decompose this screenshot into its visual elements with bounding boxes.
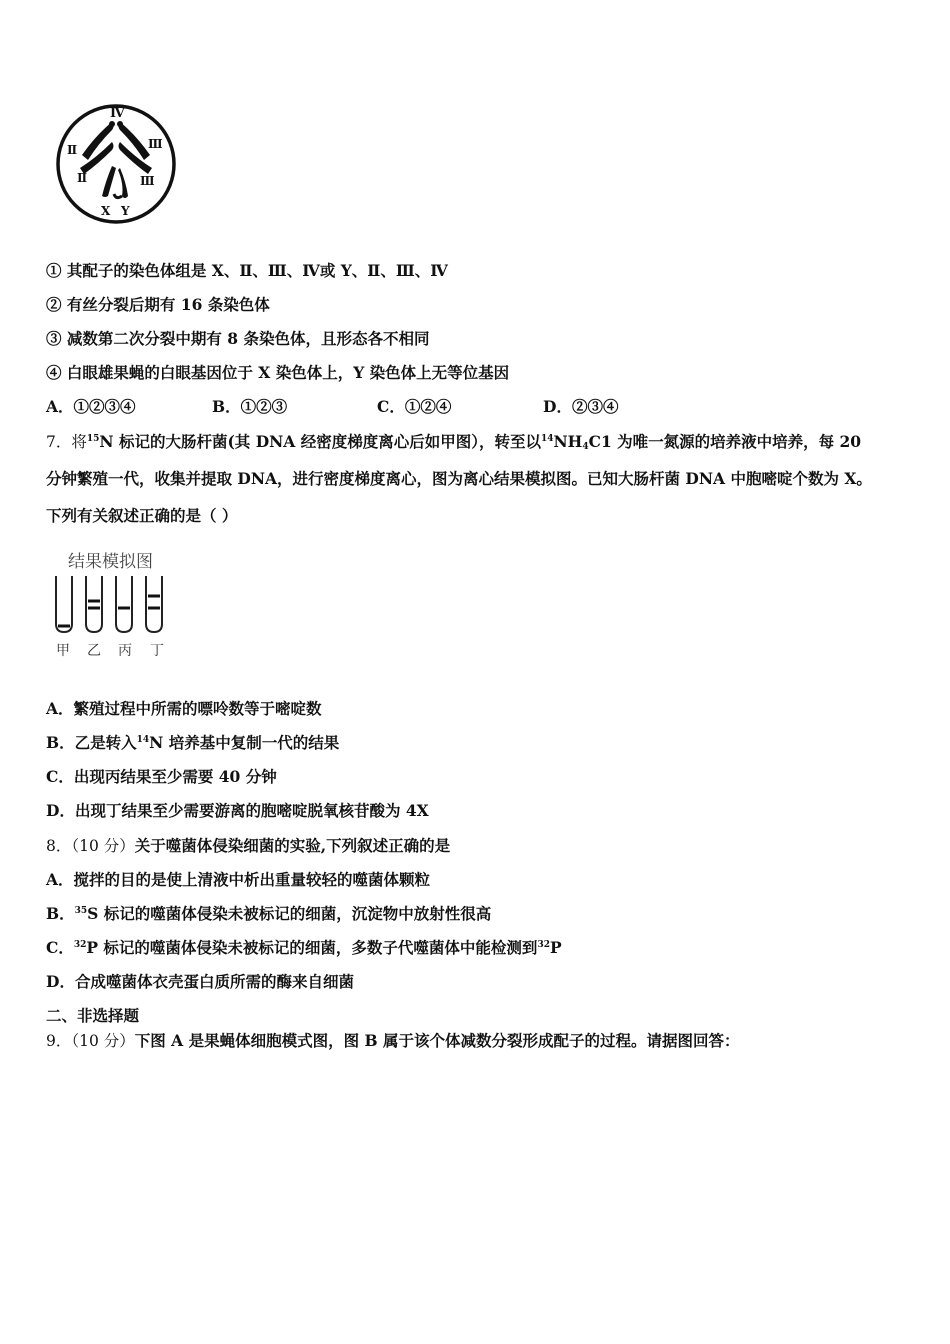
q6-option-d[interactable]: D．②③④	[543, 397, 619, 416]
chromosome-iv-left	[109, 121, 115, 127]
q7-seg2: C1 为唯一氮源的培养液中培养，每 20	[588, 432, 862, 451]
section-heading: 二、非选择题	[46, 1006, 140, 1025]
tube-label-ding: 丁	[150, 643, 164, 659]
q7-number: 7．将	[46, 433, 87, 451]
q7-nh: NH	[553, 432, 583, 451]
label-x: X	[101, 204, 111, 218]
q8-optb-pre: B．	[46, 904, 75, 923]
label-ii-top: Ⅱ	[67, 143, 78, 157]
q6-option-a[interactable]: A．①②③④	[46, 397, 136, 416]
q7-option-a[interactable]: A．繁殖过程中所需的嘌呤数等于嘧啶数	[46, 699, 322, 718]
tube-jia	[56, 576, 72, 632]
q6-statement-1: ① 其配子的染色体组是 X、Ⅱ、Ⅲ、Ⅳ或 Y、Ⅱ、Ⅲ、Ⅳ	[46, 261, 448, 280]
q8-optc-pre: C．	[46, 938, 74, 957]
chromosome-x	[102, 166, 116, 197]
karyotype-figure	[52, 100, 180, 228]
q8-optc-iso2: 32	[537, 940, 550, 950]
label-iv: Ⅳ	[110, 106, 125, 121]
q7-option-d[interactable]: D．出现丁结果至少需要游离的胞嘧啶脱氧核苷酸为 4X	[46, 801, 429, 820]
label-iii-top: Ⅲ	[148, 137, 163, 151]
figure-title: 结果模拟图	[68, 552, 153, 572]
label-y: Y	[121, 204, 130, 218]
q8-optb-post: S 标记的噬菌体侵染未被标记的细菌，沉淀物中放射性很高	[87, 904, 492, 923]
q7-iso15: 15	[86, 434, 100, 444]
q9-text: 下图 A 是果蝇体细胞模式图，图 B 属于该个体减数分裂形成配子的过程。请据图回答：	[134, 1031, 740, 1050]
q7-option-b[interactable]	[46, 733, 339, 753]
q6-statement-3: ③ 减数第二次分裂中期有 8 条染色体，且形态各不相同	[46, 329, 430, 348]
q8-option-d[interactable]: D．合成噬菌体衣壳蛋白质所需的酶来自细菌	[46, 972, 354, 991]
q7-optb-iso: 14	[136, 735, 150, 745]
chromosome-y	[118, 168, 128, 198]
tube-bing	[116, 576, 132, 632]
q6-option-b[interactable]: B．①②③	[212, 397, 288, 416]
q8-number: 8．（10 分）	[46, 837, 135, 855]
tube-yi	[86, 576, 102, 632]
q9-number: 9．（10 分）	[46, 1032, 135, 1050]
q8-option-c[interactable]	[46, 938, 562, 958]
q7-option-c[interactable]: C．出现丙结果至少需要 40 分钟	[46, 767, 277, 786]
q8-optc-iso: 32	[73, 940, 87, 950]
q6-statement-2: ② 有丝分裂后期有 16 条染色体	[46, 295, 270, 314]
q8-stem	[46, 836, 450, 856]
q7-seg1: N 标记的大肠杆菌(其 DNA 经密度梯度离心后如甲图），转至以	[99, 432, 541, 451]
tube-ding	[146, 576, 162, 632]
q8-option-a[interactable]: A．搅拌的目的是使上清液中析出重量较轻的噬菌体颗粒	[46, 870, 431, 889]
cell-outline	[58, 106, 174, 222]
q7-optb-pre: B．乙是转入	[46, 733, 137, 752]
q6-option-c[interactable]: C．①②④	[377, 397, 452, 416]
label-iii-bottom: Ⅲ	[140, 174, 155, 188]
q8-optb-iso: 35	[74, 906, 88, 916]
q9-stem	[46, 1031, 739, 1051]
chromosome-ii-upper	[82, 122, 114, 160]
tube-label-bing: 丙	[118, 643, 132, 659]
q7-stem-line3: 下列有关叙述正确的是（ ）	[46, 506, 238, 525]
q6-statement-4: ④ 白眼雄果蝇的白眼基因位于 X 染色体上，Y 染色体上无等位基因	[46, 363, 510, 382]
q7-iso14: 14	[540, 434, 554, 444]
q7-stem-line2: 分钟繁殖一代，收集并提取 DNA，进行密度梯度离心，图为离心结果模拟图。已知大肠杆菌 DNA 中胞嘧啶个数为 X。	[46, 469, 872, 488]
q8-option-b[interactable]	[46, 904, 491, 924]
q8-optc-mid: P 标记的噬菌体侵染未被标记的细菌，多数子代噬菌体中能检测到	[86, 938, 538, 957]
q7-optb-post: N 培养基中复制一代的结果	[149, 733, 340, 752]
tube-label-jia: 甲	[56, 643, 70, 659]
chromosome-iii-upper	[119, 122, 151, 160]
q7-stem-line1	[46, 432, 861, 452]
q7-sub4: 4	[582, 442, 589, 452]
tube-label-yi: 乙	[87, 643, 101, 659]
centrifuge-result-figure	[46, 546, 186, 661]
chromosome-iv-right	[117, 121, 123, 127]
label-ii-bottom: Ⅱ	[77, 171, 88, 185]
q8-optc-post: P	[549, 938, 562, 957]
q8-text: 关于噬菌体侵染细菌的实验,下列叙述正确的是	[134, 836, 451, 855]
